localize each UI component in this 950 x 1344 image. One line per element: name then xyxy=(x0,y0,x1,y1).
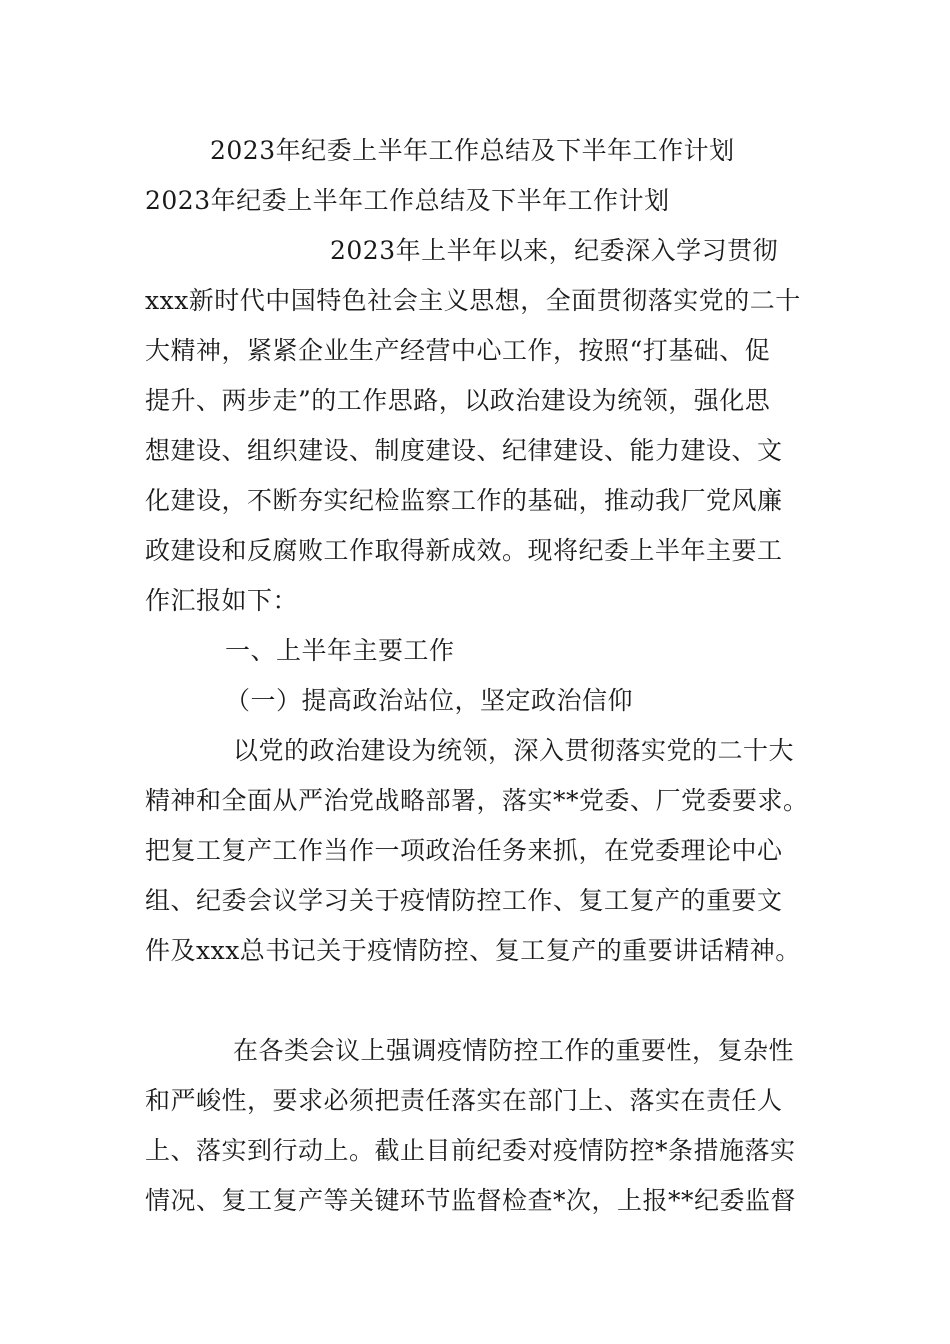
paragraph-line: 上、落实到行动上。截止目前纪委对疫情防控*条措施落实 xyxy=(145,1136,796,1165)
subsection-heading: （一）提高政治站位，坚定政治信仰 xyxy=(225,686,634,715)
section-heading: 一、上半年主要工作 xyxy=(225,636,455,665)
paragraph-line: 情况、复工复产等关键环节监督检查*次，上报**纪委监督 xyxy=(145,1186,797,1215)
intro-line: 2023年上半年以来，纪委深入学习贯彻 xyxy=(330,236,779,265)
intro-line: 作汇报如下： xyxy=(145,586,299,615)
intro-line: 提升、两步走”的工作思路，以政治建设为统领，强化思 xyxy=(145,386,771,415)
paragraph-line: 件及xxx总书记关于疫情防控、复工复产的重要讲话精神。 xyxy=(145,936,801,965)
paragraph-line: 以党的政治建设为统领，深入贯彻落实党的二十大 xyxy=(233,736,795,765)
paragraph-line: 把复工复产工作当作一项政治任务来抓，在党委理论中心 xyxy=(145,836,783,865)
document-subtitle: 2023年纪委上半年工作总结及下半年工作计划 xyxy=(145,186,670,215)
intro-line: 大精神，紧紧企业生产经营中心工作，按照“打基础、促 xyxy=(145,336,771,365)
paragraph-line: 和严峻性，要求必须把责任落实在部门上、落实在责任人 xyxy=(145,1086,783,1115)
paragraph-line: 精神和全面从严治党战略部署，落实**党委、厂党委要求。 xyxy=(145,786,809,815)
document-title: 2023年纪委上半年工作总结及下半年工作计划 xyxy=(210,136,735,165)
intro-line: 想建设、组织建设、制度建设、纪律建设、能力建设、文 xyxy=(145,436,783,465)
intro-line: xxx新时代中国特色社会主义思想，全面贯彻落实党的二十 xyxy=(145,286,801,315)
paragraph-line: 组、纪委会议学习关于疫情防控工作、复工复产的重要文 xyxy=(145,886,783,915)
paragraph-line: 在各类会议上强调疫情防控工作的重要性，复杂性 xyxy=(233,1036,795,1065)
intro-line: 化建设，不断夯实纪检监察工作的基础，推动我厂党风廉 xyxy=(145,486,783,515)
intro-line: 政建设和反腐败工作取得新成效。现将纪委上半年主要工 xyxy=(145,536,783,565)
